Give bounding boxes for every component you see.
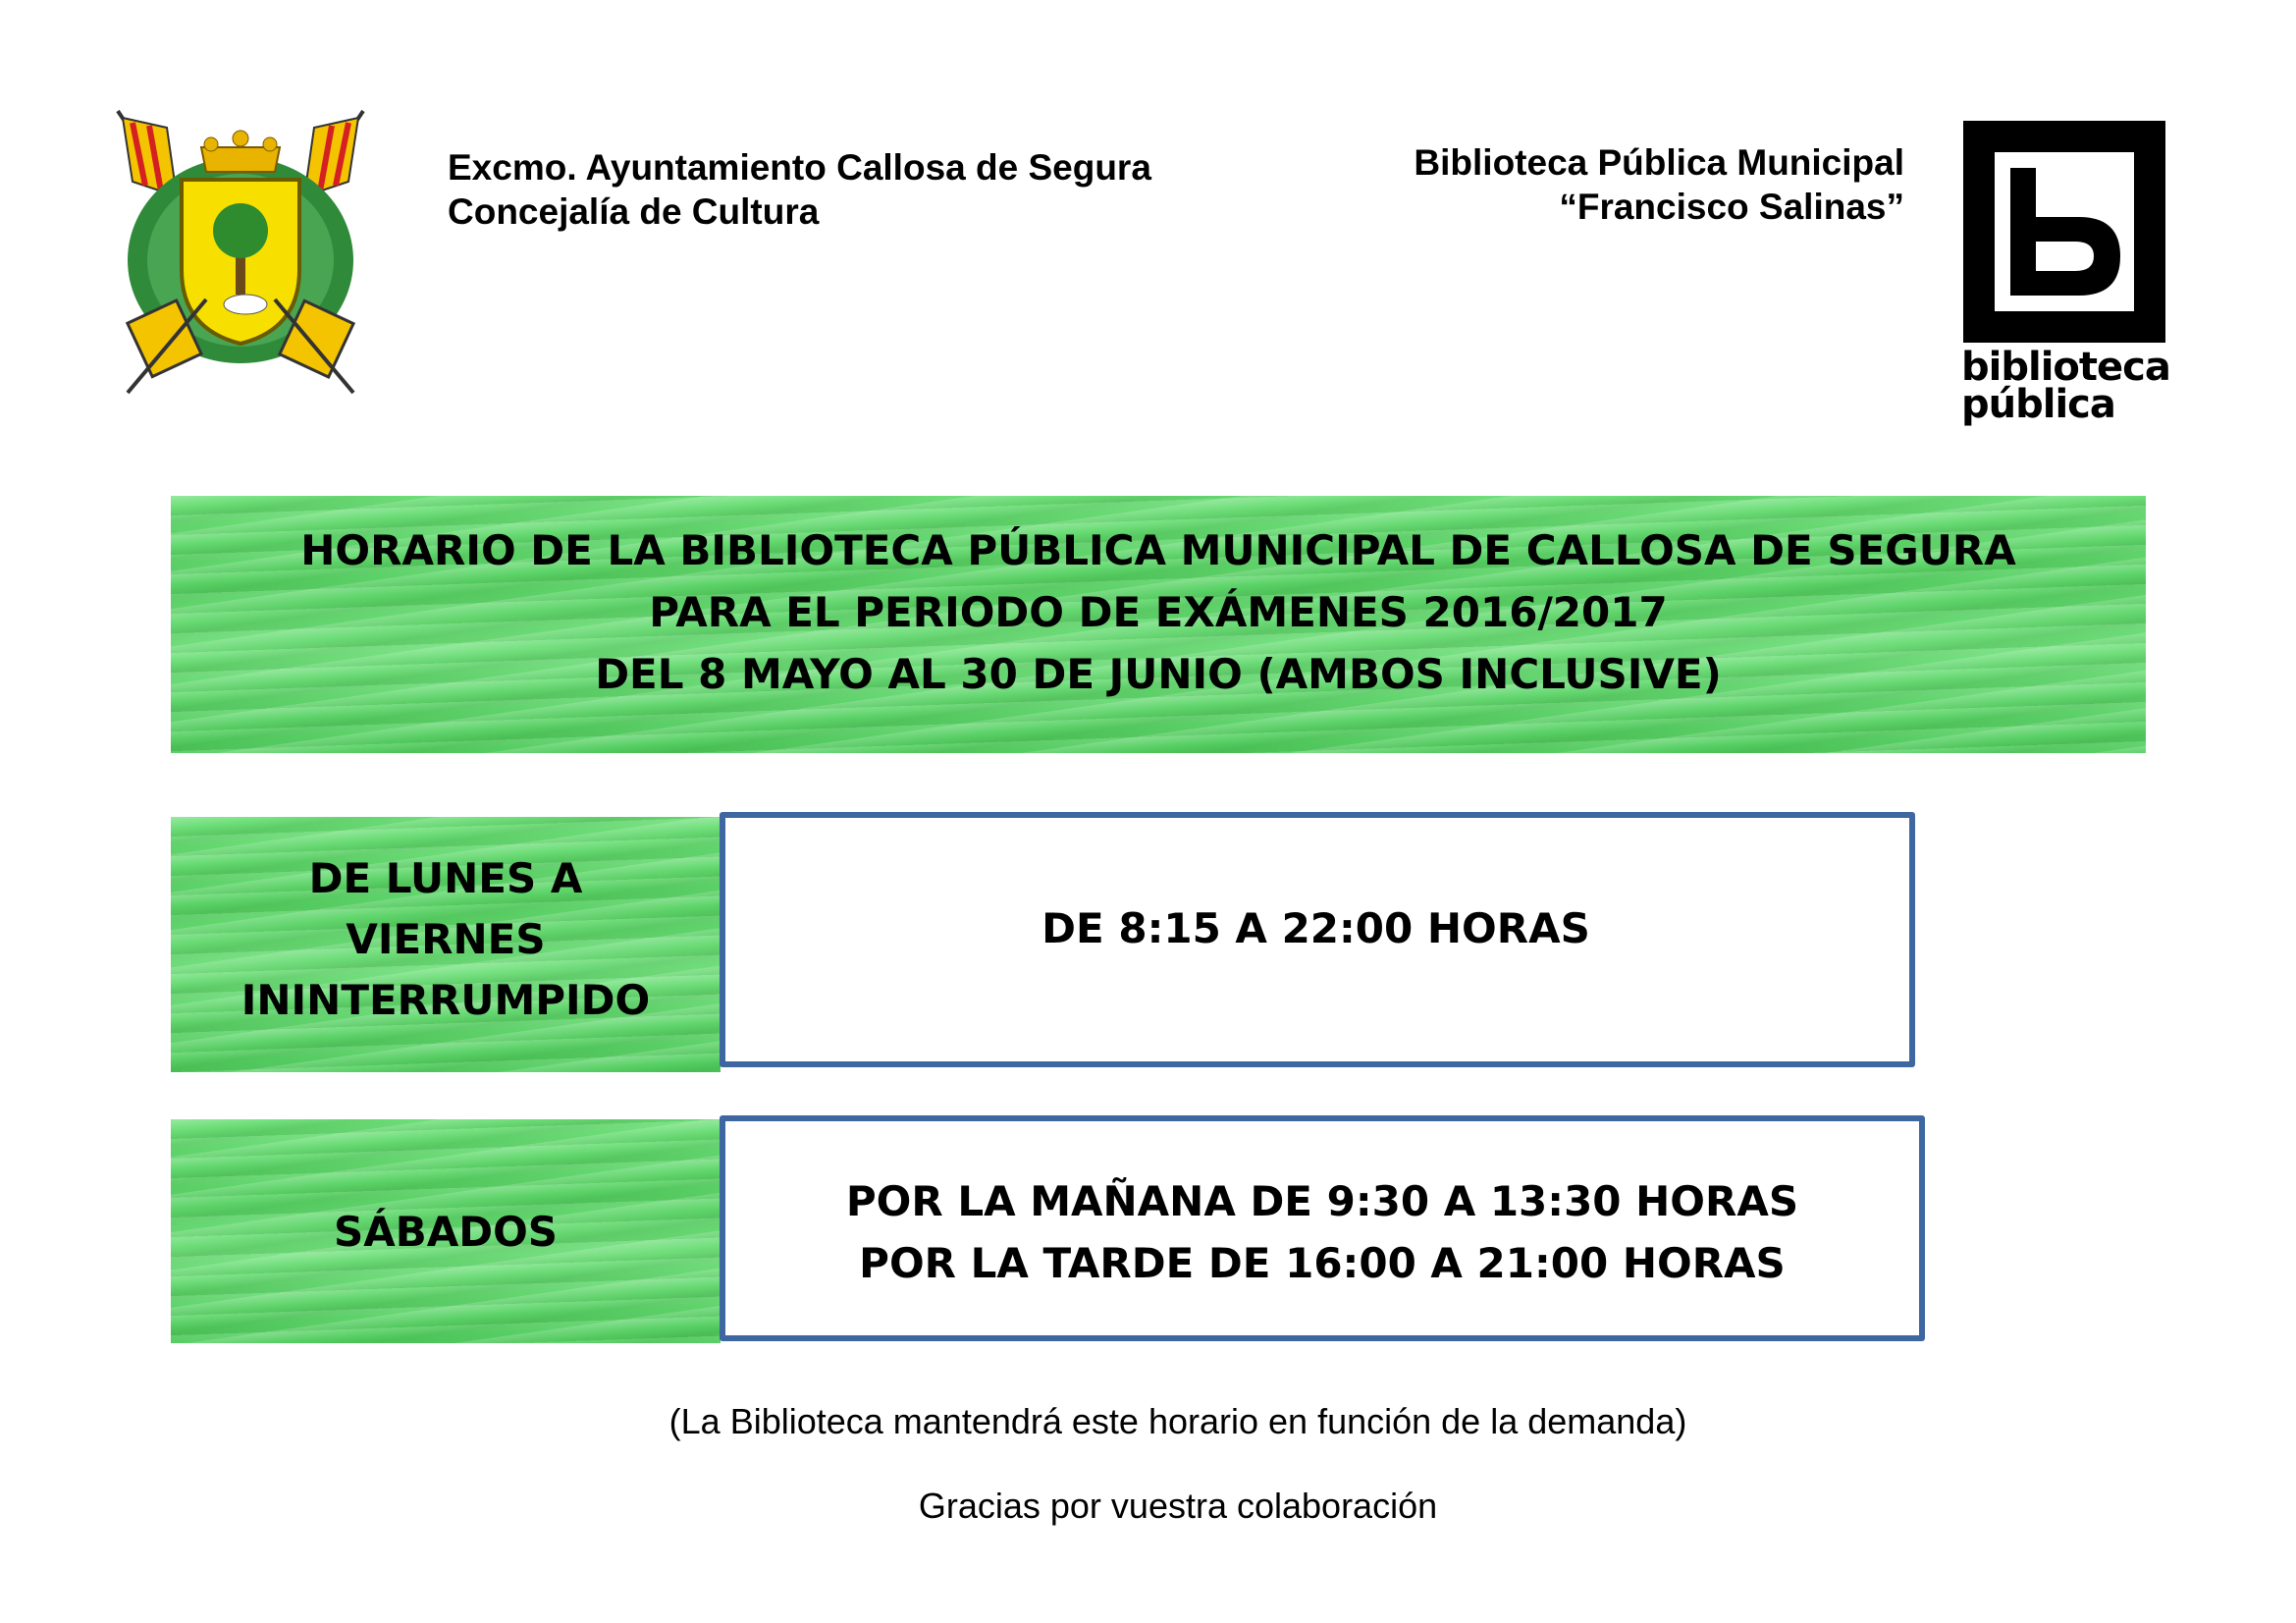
weekday-hours-box [720, 812, 1915, 1067]
weekday-label-cell [171, 817, 721, 1072]
department-name: Concejalía de Cultura [448, 191, 820, 232]
library-header [1276, 140, 1904, 229]
saturday-morning-hours: POR LA MAÑANA DE 9:30 A 13:30 HORAS [845, 1177, 1799, 1225]
banner-line-3: DEL 8 MAYO AL 30 DE JUNIO (AMBOS INCLUSIVE) [595, 650, 1722, 698]
saturday-label: SÁBADOS [333, 1207, 559, 1256]
saturday-label-cell [171, 1119, 721, 1343]
thanks-note: Gracias por vuestra colaboración [918, 1486, 1438, 1526]
logo-text-publica: pública [1961, 382, 2115, 427]
library-name: Biblioteca Pública Municipal [1414, 142, 1904, 183]
demand-note: (La Biblioteca mantendrá este horario en función de la demanda) [668, 1401, 1687, 1441]
saturday-afternoon-hours: POR LA TARDE DE 16:00 A 21:00 HORAS [859, 1239, 1786, 1287]
organization-name: Excmo. Ayuntamiento Callosa de Segura [448, 147, 1151, 188]
banner-line-1: HORARIO DE LA BIBLIOTECA PÚBLICA MUNICIPAL DE CALLOSA DE SEGURA [300, 526, 2016, 574]
weekday-label-line-3: ININTERRUMPIDO [240, 976, 651, 1024]
logo-text-biblioteca: biblioteca [1961, 345, 2170, 390]
library-subtitle: “Francisco Salinas” [1559, 187, 1904, 227]
organization-header [448, 145, 1194, 234]
weekday-label-line-1: DE LUNES A [308, 854, 583, 902]
weekday-label-line-2: VIERNES [346, 915, 546, 963]
saturday-hours-box [720, 1115, 1925, 1341]
banner-line-2: PARA EL PERIODO DE EXÁMENES 2016/2017 [649, 588, 1668, 636]
logo-square-icon [1963, 121, 2165, 343]
weekday-hours: DE 8:15 A 22:00 HORAS [1041, 904, 1590, 952]
coat-of-arms-icon [98, 103, 383, 398]
biblioteca-publica-logo [1963, 121, 2169, 435]
title-banner [171, 496, 2146, 753]
